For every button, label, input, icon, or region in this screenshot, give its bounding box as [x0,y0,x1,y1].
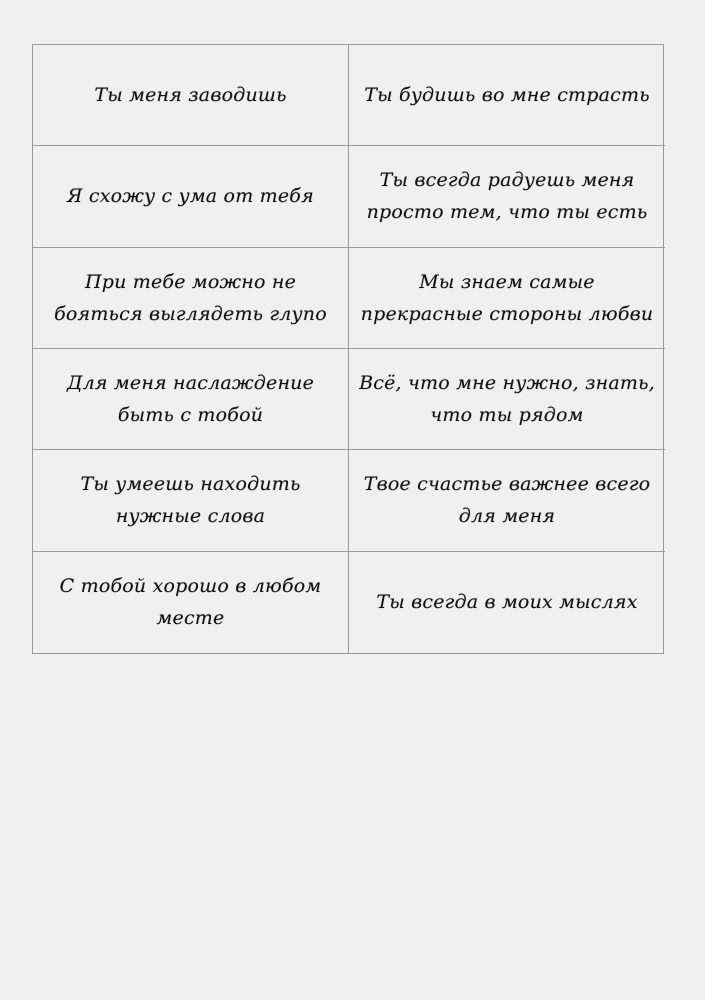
card-1 [33,45,349,146]
card-4 [349,146,665,247]
card-text: Ты всегда в моих мыслях [376,591,638,614]
card-text: При тебе можно не бояться выглядеть глупо [54,270,327,325]
card-text: Ты меня заводишь [94,84,287,107]
card-8 [349,349,665,450]
card-grid [32,44,664,654]
card-text: Мы знаем самые прекрасные стороны любви [360,270,654,325]
card-9 [33,450,349,551]
card-10 [349,450,665,551]
card-6 [349,248,665,349]
card-11 [33,552,349,653]
card-text: Ты всегда радуешь меня просто тем, что ты есть [366,169,648,224]
card-text: Всё, что мне нужно, знать, что ты рядом [359,372,655,427]
card-3 [33,146,349,247]
card-text: Твое счастье важнее всего для меня [363,473,651,528]
card-text: С тобой хорошо в любом месте [59,575,322,630]
card-2 [349,45,665,146]
card-12 [349,552,665,653]
card-7 [33,349,349,450]
card-text: Ты будишь во мне страсть [364,84,650,107]
card-text: Я схожу с ума от тебя [67,185,314,208]
card-text: Для меня наслаждение быть с тобой [66,372,315,427]
card-5 [33,248,349,349]
card-text: Ты умеешь находить нужные слова [80,473,301,528]
